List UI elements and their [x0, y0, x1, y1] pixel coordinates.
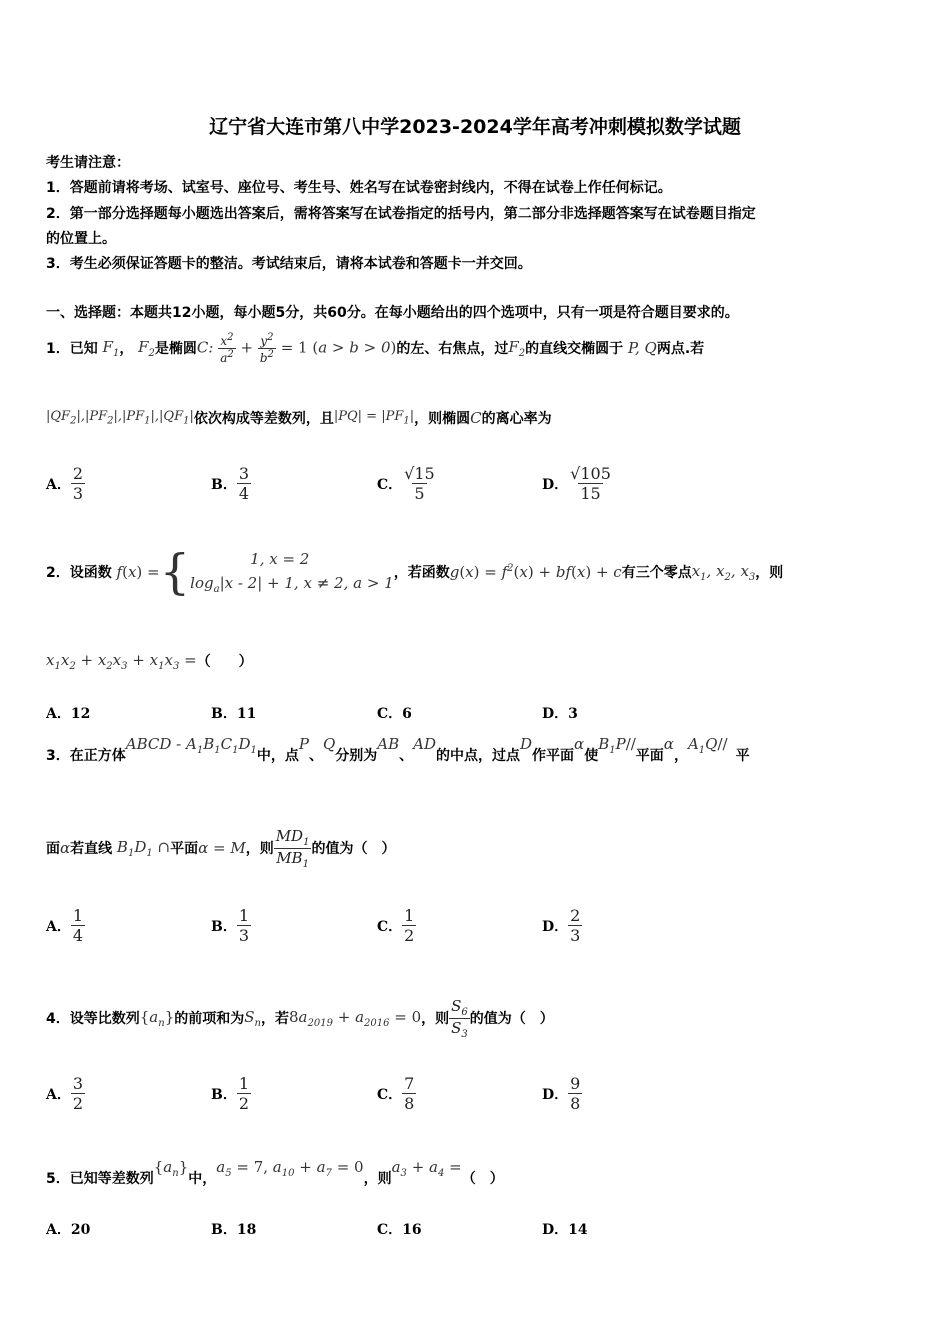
option-label: C．: [377, 1086, 403, 1103]
q3-math-alpha: α: [574, 735, 585, 753]
option-denominator: 3: [570, 926, 581, 945]
q1-text: 的直线交椭圆于: [525, 341, 624, 357]
option-denominator: 4: [238, 484, 250, 503]
q2-math-sum: $x_1x_2 + x_2x_3 + x_1x_3$ =: [46, 650, 197, 672]
q2-cases: [190, 550, 394, 595]
q5-option-a[interactable]: [46, 1219, 90, 1239]
option-denominator: 4: [72, 926, 84, 945]
q3-option-d[interactable]: [542, 906, 582, 945]
q4-math-sn: $S_n$: [244, 1007, 261, 1029]
q1-text: 是椭圆: [154, 341, 197, 357]
q5-text: ，则: [363, 1171, 392, 1187]
q2-option-d[interactable]: [542, 703, 578, 723]
q4-math-cond: $8a_{2019} + a_{2016} = 0$: [288, 1007, 422, 1029]
q3-math-p: P: [298, 735, 309, 753]
q4-math-ratio: $\frac{S_6}{S_3}$: [451, 996, 468, 1040]
option-numerator: 1: [404, 906, 415, 925]
q4-option-c[interactable]: [377, 1074, 416, 1113]
q4-text: 4．设等比数列: [46, 1011, 140, 1027]
q3-text: 、: [308, 748, 323, 764]
q2-math-g: $g(x) = f^2(x) + bf(x) + c$: [449, 563, 622, 581]
q5-text: 5．已知等差数列: [46, 1171, 154, 1187]
q5-option-b[interactable]: [211, 1219, 256, 1239]
option-label: D．: [542, 1222, 569, 1238]
q5-text: （ ）: [461, 1171, 504, 1187]
notice-item: 的位置上。: [46, 231, 116, 247]
q1-text: 两点.若: [656, 341, 705, 357]
option-label: B．: [211, 1222, 237, 1238]
q3-math-m: α = M: [198, 839, 246, 857]
notice-item: 2．第一部分选择题每小题选出答案后，需将答案写在试卷指定的括号内，第二部分非选择题答案写在试卷题目指定: [46, 206, 756, 222]
q3-text: ，则: [245, 841, 274, 857]
option-denominator: 8: [570, 1094, 581, 1113]
option-label: C．: [377, 476, 403, 493]
q3-text: 平: [735, 748, 750, 764]
q3-text: 的中点，过点: [436, 748, 521, 764]
q4-option-a[interactable]: [46, 1074, 85, 1113]
q3-option-c[interactable]: [377, 906, 416, 945]
option-denominator: 2: [72, 1094, 84, 1113]
question-2-line-2: [46, 648, 253, 674]
option-text: 3: [568, 706, 578, 722]
section-heading: 一、选择题：本题共12小题，每小题5分，共60分。在每小题给出的四个选项中，只有一项是符合题目要求的。: [46, 305, 739, 321]
q4-text: ，则: [421, 1011, 450, 1027]
option-label: C．: [377, 918, 403, 935]
q5-option-c[interactable]: [377, 1219, 422, 1239]
q1-text: 依次构成等差数列，且: [193, 411, 334, 427]
q1-math-pq: P, Q: [623, 339, 657, 357]
q3-math-ab: AB: [377, 735, 400, 753]
q1-option-c[interactable]: [377, 464, 437, 503]
q2-text: 2．设函数: [46, 565, 112, 581]
q2-option-c[interactable]: [377, 703, 412, 723]
option-numerator: √15: [404, 464, 435, 483]
q3-text: 分别为: [335, 748, 378, 764]
question-4-line: [46, 992, 554, 1044]
option-label: D．: [542, 1086, 569, 1103]
q2-text: ，若函数: [393, 565, 450, 581]
q2-text: （ ）: [196, 654, 253, 670]
option-label: A．: [46, 918, 71, 935]
q1-text: ，则椭圆: [414, 411, 471, 427]
q5-math-an: $\{a_n\}$: [153, 1158, 189, 1179]
question-2-line-1: [46, 542, 783, 602]
option-numerator: 3: [238, 464, 250, 483]
q2-case-1: 1, x = 2: [250, 549, 310, 568]
page-title: 辽宁省大连市第八中学2023-2024学年高考冲刺模拟数学试题: [209, 116, 741, 138]
q4-text: 的值为（ ）: [469, 1011, 554, 1027]
option-label: C．: [377, 706, 403, 722]
option-text: 16: [402, 1222, 422, 1238]
question-1-line-1: [46, 326, 704, 370]
q3-text: 中，点: [256, 748, 299, 764]
option-label: A．: [46, 706, 71, 722]
q3-text: 面: [46, 841, 60, 857]
q1-math-f2: $F_2$: [133, 337, 155, 359]
q1-text: 的离心率为: [481, 411, 552, 427]
option-label: B．: [211, 918, 237, 935]
q3-math-b1p: $B_1P//$: [598, 735, 636, 756]
option-numerator: 1: [238, 1074, 250, 1093]
q1-option-d[interactable]: [542, 464, 613, 503]
option-label: B．: [211, 1086, 237, 1103]
q1-text: ，: [119, 341, 134, 357]
option-numerator: 1: [72, 906, 84, 925]
question-3-line-2: [46, 822, 395, 874]
option-denominator: 3: [72, 484, 84, 503]
q4-option-d[interactable]: [542, 1074, 582, 1113]
question-3-line-1: [46, 735, 750, 775]
option-text: 20: [70, 1222, 91, 1238]
q1-math-ellipse: C: $\frac{x^2}{a^2}$ + $\frac{y^2}{b^2}$ = 1 (a > b > 0): [196, 331, 397, 365]
q3-text: 使: [584, 748, 599, 764]
q1-math-cond: $|PQ| = |PF_1|$: [333, 409, 415, 427]
q1-math-c: C: [470, 409, 482, 427]
q4-option-b[interactable]: [211, 1074, 251, 1113]
q1-math-seq: $|QF_2|,|PF_2|,|PF_1|,|QF_1|$: [46, 409, 194, 427]
notice-item: 3．考生必须保证答题卡的整洁。考试结束后，请将本试卷和答题卡一并交回。: [46, 256, 532, 272]
notice-item: 1．答题前请将考场、试室号、座位号、考生号、姓名写在试卷密封线内，不得在试卷上作任何标记。: [46, 180, 672, 196]
q3-option-a[interactable]: [46, 906, 85, 945]
option-denominator: 15: [580, 484, 601, 503]
q2-text: 有三个零点: [621, 565, 692, 581]
q3-math-q: Q: [322, 735, 336, 753]
q4-text: 的前项和为: [174, 1011, 245, 1027]
option-label: A．: [46, 1222, 71, 1238]
option-label: C．: [377, 1222, 403, 1238]
q1-option-b[interactable]: [211, 464, 251, 503]
option-denominator: 3: [238, 926, 250, 945]
q1-math-f1: $F_1$: [97, 337, 120, 359]
option-label: D．: [542, 476, 569, 493]
option-text: 12: [70, 706, 91, 722]
q3-math-a1q: $A_1Q//$: [687, 735, 728, 756]
option-label: B．: [211, 476, 237, 493]
q3-option-b[interactable]: [211, 906, 251, 945]
q4-math-an: $\{a_n\}$: [139, 1007, 175, 1029]
q3-math-alpha: α: [60, 839, 71, 857]
q3-text: 若直线: [70, 841, 113, 857]
q4-text: ，若: [260, 1011, 289, 1027]
q3-text: 3．在正方体: [46, 748, 126, 764]
notice-heading: 考生请注意：: [46, 155, 130, 171]
q3-text: 作平面: [532, 748, 575, 764]
option-text: 18: [236, 1222, 257, 1238]
q5-option-d[interactable]: [542, 1219, 588, 1239]
question-5-line: [46, 1158, 504, 1198]
option-denominator: 2: [404, 926, 415, 945]
q1-math-f2b: $F_2$: [508, 337, 526, 359]
option-text: 6: [402, 706, 412, 722]
option-text: 14: [568, 1222, 588, 1238]
q1-text: 的左、右焦点，过: [396, 341, 509, 357]
q3-text: 平面: [170, 841, 199, 857]
q5-math-cond: $a_5 = 7$, $a_{10} + a_7 = 0$: [216, 1158, 364, 1179]
q2-text: ，则: [755, 565, 784, 581]
q3-text: ，: [673, 748, 688, 764]
q3-math-d: D: [520, 735, 533, 753]
q2-math-f: f(x) =: [111, 563, 160, 581]
q3-text: 平面: [635, 748, 664, 764]
q1-text: 1．已知: [46, 341, 98, 357]
q1-option-a[interactable]: [46, 464, 85, 503]
option-numerator: 9: [570, 1074, 581, 1093]
option-denominator: 5: [414, 484, 425, 503]
q3-math-line: $B_1D_1$ ∩: [112, 837, 171, 859]
option-denominator: 8: [404, 1094, 415, 1113]
option-numerator: 3: [72, 1074, 84, 1093]
q5-math-sum: $a_3 + a_4$ =: [391, 1158, 462, 1179]
q3-math-alpha: α: [663, 735, 674, 753]
option-numerator: 2: [72, 464, 84, 483]
option-label: A．: [46, 476, 71, 493]
q2-option-b[interactable]: [211, 703, 256, 723]
option-label: D．: [542, 706, 569, 722]
option-label: B．: [211, 706, 237, 722]
q2-math-x: $x_1$, $x_2$, $x_3$: [691, 561, 756, 583]
option-text: 11: [236, 706, 257, 722]
option-numerator: √105: [570, 464, 611, 483]
q3-math-ratio: $\frac{MD_1}{MB_1}$: [275, 826, 310, 870]
q3-text: 、: [399, 748, 414, 764]
q3-math-cube: ABCD - $A_1B_1C_1D_1$: [125, 735, 257, 756]
option-denominator: 2: [238, 1094, 250, 1113]
option-label: A．: [46, 1086, 71, 1103]
left-brace-icon: {: [159, 544, 191, 600]
question-1-line-2: [46, 404, 552, 432]
option-label: D．: [542, 918, 569, 935]
option-numerator: 1: [238, 906, 250, 925]
q3-math-ad: AD: [413, 735, 437, 753]
option-numerator: 2: [570, 906, 581, 925]
q2-case-2: $\log_a|x - 2| + 1$, x ≠ 2, a > 1: [190, 573, 394, 595]
q3-text: 的值为（ ）: [311, 841, 396, 857]
q5-text: 中，: [188, 1171, 217, 1187]
option-numerator: 7: [404, 1074, 415, 1093]
q2-option-a[interactable]: [46, 703, 90, 723]
